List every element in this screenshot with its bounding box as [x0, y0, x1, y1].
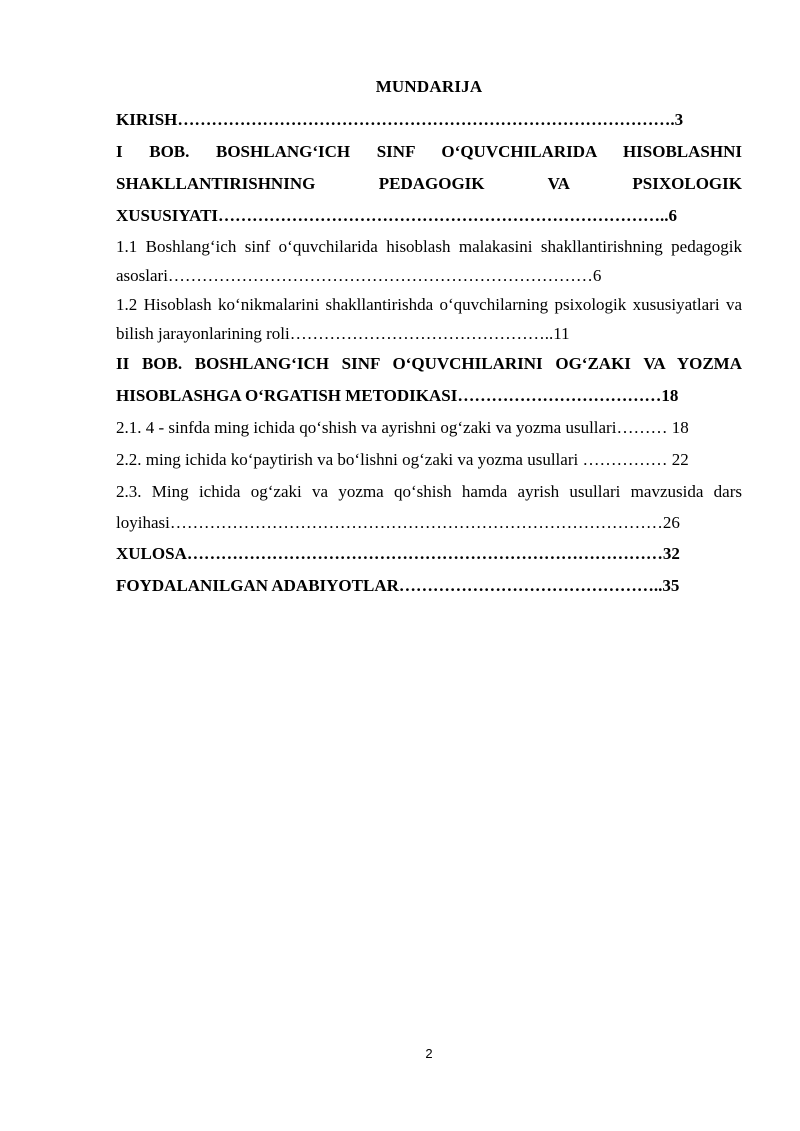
- toc-entry-section-1-1[interactable]: 1.1 Boshlang‘ich sinf o‘quvchilarida hisoblash malakasini shakllantirishning pedagogik asoslari…………………………………………………………………6: [116, 237, 742, 285]
- toc-entry-section-2-2[interactable]: 2.2. ming ichida ko‘paytirish va bo‘lishni og‘zaki va yozma usullari …………… 22: [116, 450, 689, 469]
- page-number: 2: [425, 1046, 433, 1061]
- page-title: MUNDARIJA: [375, 77, 483, 96]
- toc-entry-section-2-3[interactable]: 2.3. Ming ichida og‘zaki va yozma qo‘shish hamda ayrish usullari mavzusida dars loyihasi……………………………………………………………………………26: [116, 482, 742, 532]
- toc-entry-kirish[interactable]: KIRISH…………………………………………………………………………….3: [116, 110, 684, 129]
- toc-entry-chapter-2[interactable]: II BOB. BOSHLANG‘ICH SINF O‘QUVCHILARINI OG‘ZAKI VA YOZMA HISOBLASHGA O‘RGATISH METODIKASI………………………………18: [116, 354, 742, 405]
- toc-entry-section-1-2[interactable]: 1.2 Hisoblash ko‘nikmalarini shakllantirishda o‘quvchilarning psixologik xususiyatlari va bilish jarayonlarining roli………………………………………..11: [116, 295, 742, 343]
- table-of-contents: [116, 104, 742, 602]
- toc-entry-adabiyotlar[interactable]: FOYDALANILGAN ADABIYOTLAR………………………………………..35: [116, 576, 680, 595]
- toc-entry-xulosa[interactable]: XULOSA…………………………………………………………………………32: [116, 544, 680, 563]
- toc-entry-section-2-1[interactable]: 2.1. 4 - sinfda ming ichida qo‘shish va ayrishni og‘zaki va yozma usullari……… 18: [116, 418, 689, 437]
- toc-entry-chapter-1[interactable]: I BOB. BOSHLANG‘ICH SINF O‘QUVCHILARIDA HISOBLASHNI SHAKLLANTIRISHNING PEDAGOGIK VA PSIXOLOGIK XUSUSIYATI……………………………………………………………………..6: [116, 142, 742, 225]
